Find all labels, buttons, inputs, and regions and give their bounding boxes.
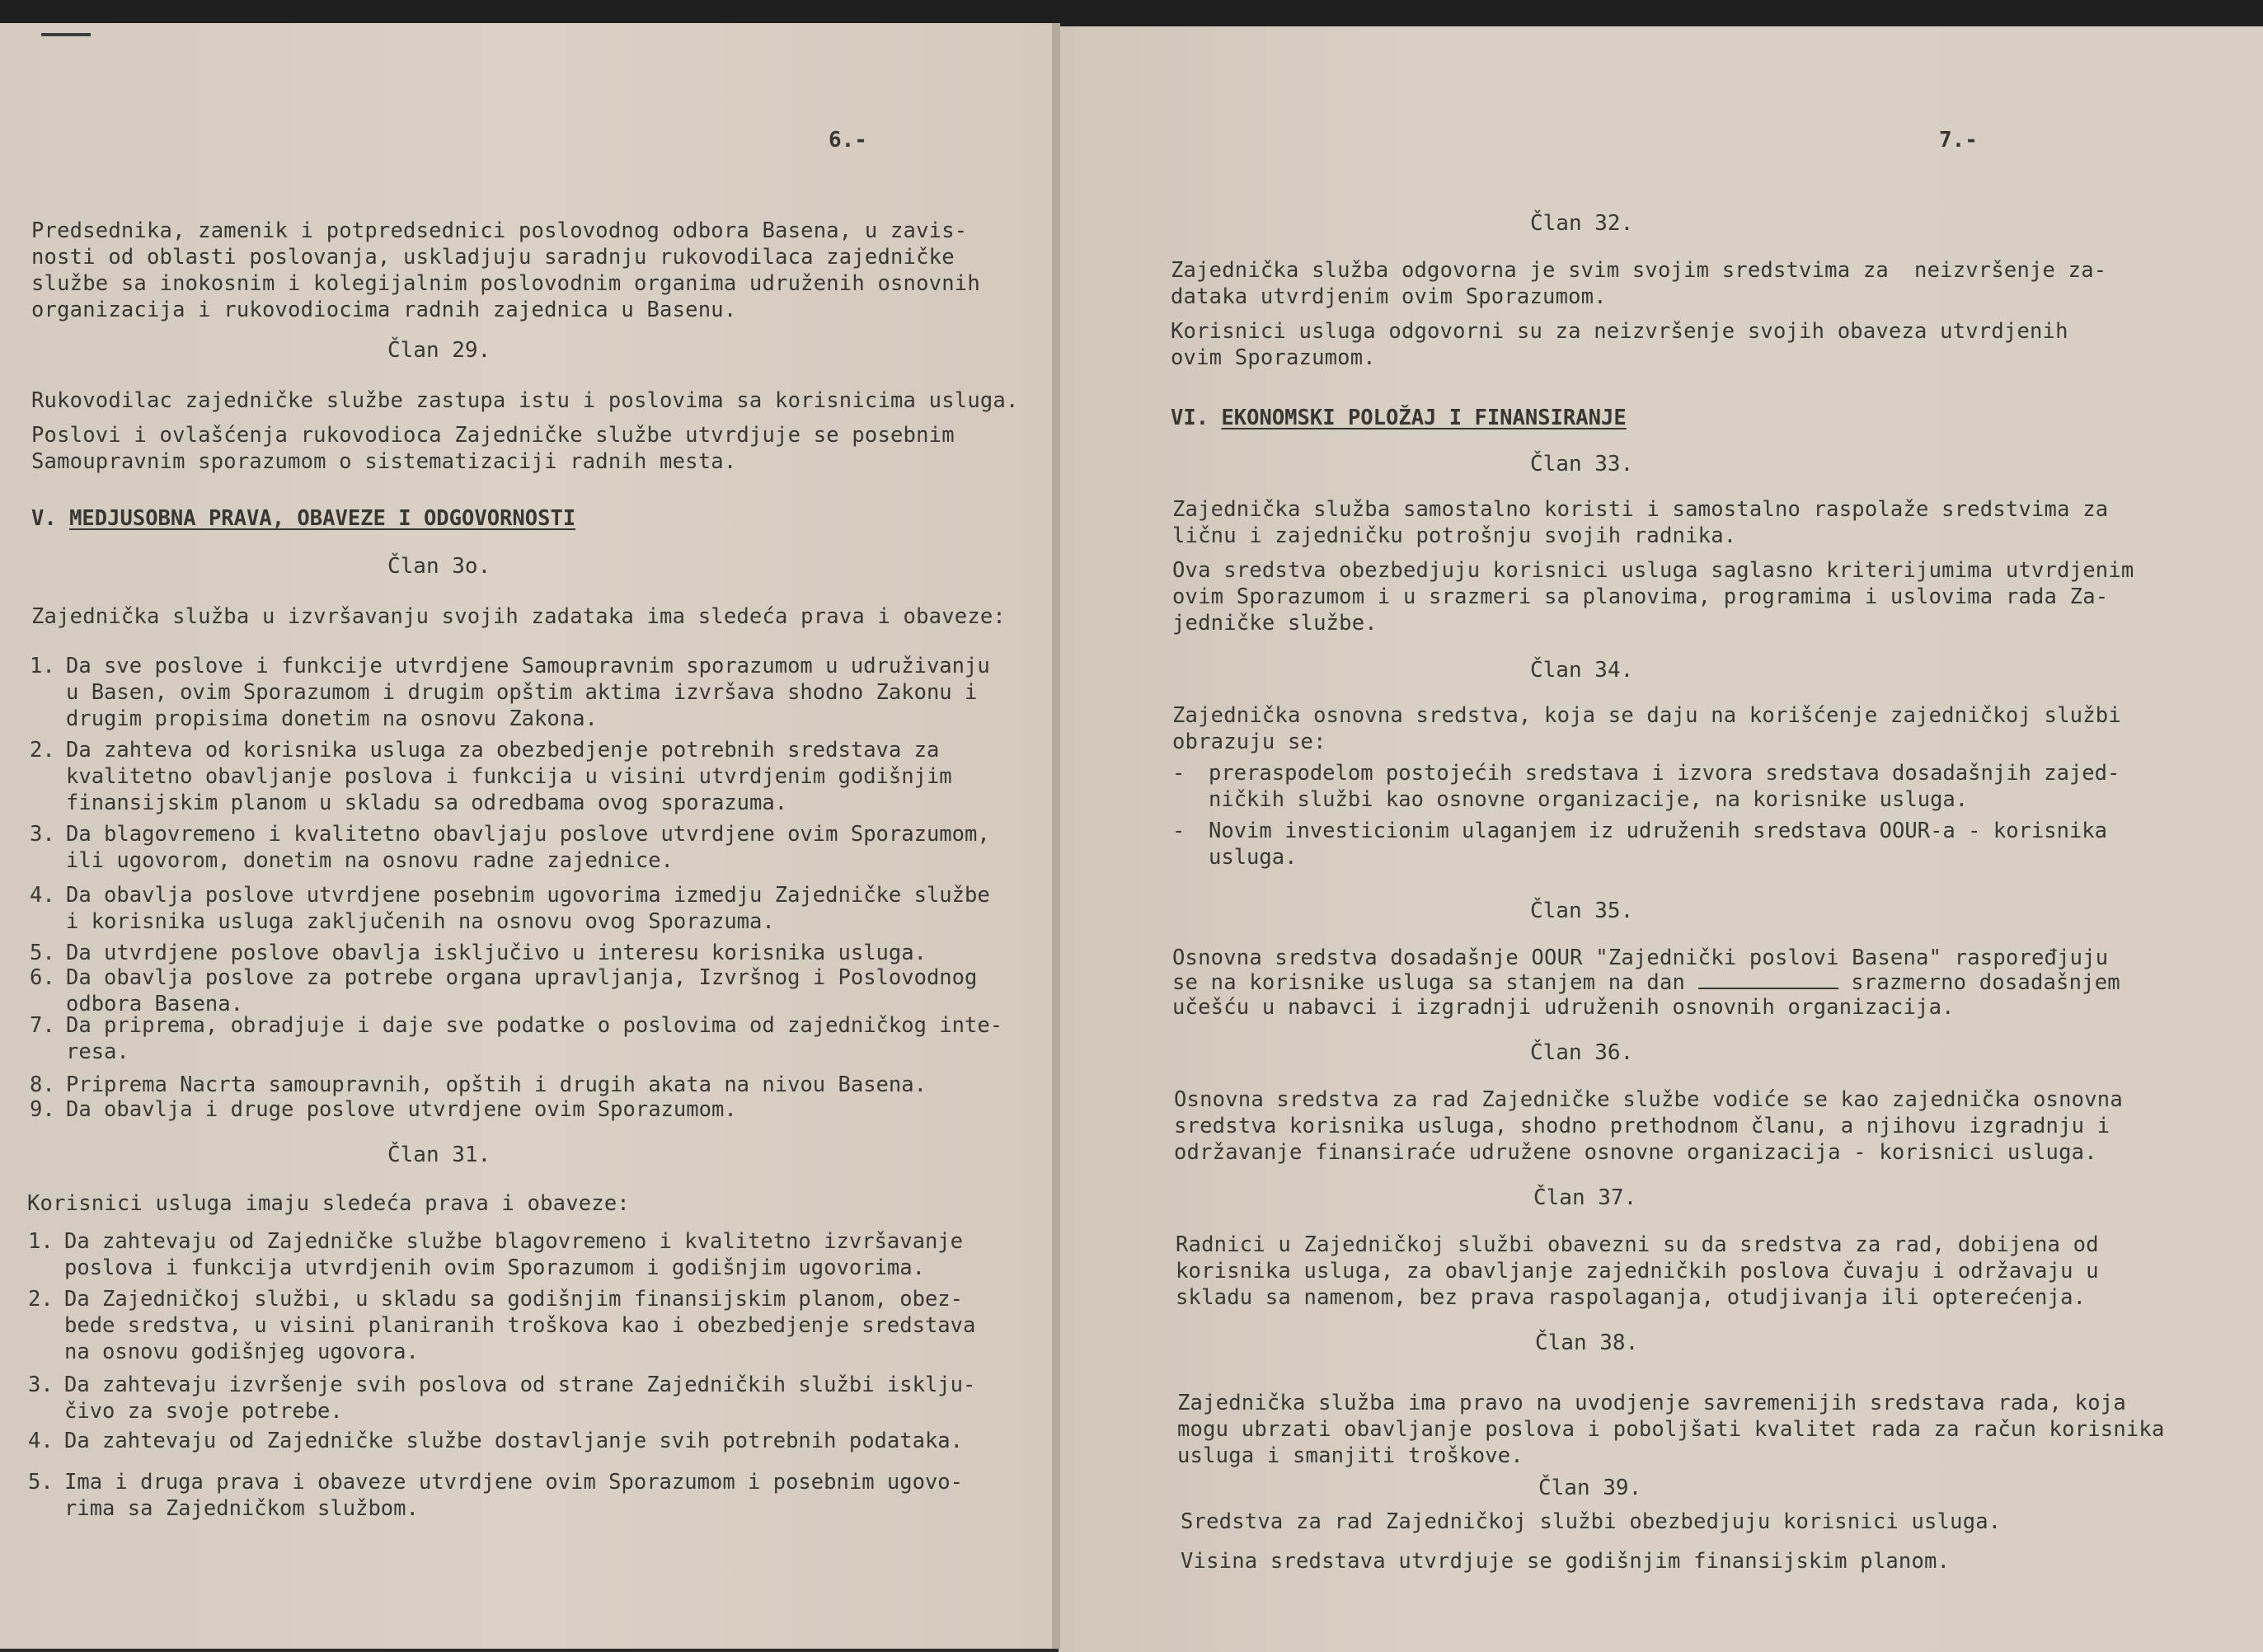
corner-mark — [41, 33, 91, 36]
clan-39-paragraph-2: Visina sredstava utvrdjuje se godišnjim finansijskim planom. — [1181, 1549, 1951, 1574]
list-item — [30, 882, 990, 935]
section-v-number: V. — [31, 506, 57, 531]
list-item-number: 6. — [30, 965, 55, 990]
list-item-number: - — [1172, 761, 1185, 786]
list-item-number: 2. — [30, 738, 55, 763]
list-item-text: Priprema Nacrta samoupravnih, opštih i drugih akata na nivou Basena. — [66, 1072, 927, 1097]
clan-36-paragraph: Osnovna sredstva za rad Zajedničke službe vodiće se kao zajednička osnovna sredstva korisnika usluga, shodno prethodnom članu, a njihovu izgradnju i održavanje finansiraće udružene osnovne organizacija - korisnici usluga. — [1174, 1087, 2123, 1165]
list-item-text: Da obavlja poslove za potrebe organa upravljanja, Izvršnog i Poslovodnog odbora Basena. — [66, 965, 978, 1016]
list-item-text: Da Zajedničkoj službi, u skladu sa godišnjim finansijskim planom, obez- bede sredstva, u visini planiranih troškova kao i obezbedjenje sredstava na osnovu godišnjeg ugovora. — [64, 1287, 976, 1364]
clan-31-intro: Korisnici usluga imaju sledeća prava i obaveze: — [27, 1191, 630, 1216]
clan-33-paragraph-1: Zajednička služba samostalno koristi i samostalno raspolaže sredstvima za ličnu i zajedničku potrošnju svojih radnika. — [1172, 497, 2109, 548]
clan-35-line-3: učešću u nabavci i izgradnji udruženih osnovnih organizacija. — [1172, 995, 1955, 1020]
list-item — [30, 653, 990, 732]
clan-30-intro: Zajednička služba u izvršavanju svojih zadataka ima sledeća prava i obaveze: — [31, 604, 1006, 629]
clan-35-title: Član 35. — [1530, 899, 1634, 923]
list-item-text: Da priprema, obradjuje i daje sve podatke o poslovima od zajedničkog inte- resa. — [66, 1013, 1003, 1064]
clan-39-paragraph-1: Sredstva za rad Zajedničkoj službi obezbedjuju korisnici usluga. — [1181, 1509, 2002, 1534]
list-item-text: Novim investicionim ulaganjem iz udruženih sredstava OOUR-a - korisnika usluga. — [1209, 819, 2108, 870]
section-v-title: MEDJUSOBNA PRAVA, OBAVEZE I ODGOVORNOSTI — [69, 506, 576, 531]
clan-38-paragraph: Zajednička služba ima pravo na uvodjenje savremenijih sredstava rada, koja mogu ubrzati obavljanje poslova i poboljšati kvalitet rada za račun korisnika usluga i smanjiti troškove. — [1177, 1391, 2165, 1468]
clan-34-intro: Zajednička osnovna sredstva, koja se daju na korišćenje zajedničkoj službi obrazuju se: — [1172, 703, 2121, 754]
list-item-number: 4. — [30, 883, 55, 908]
clan-37-paragraph: Radnici u Zajedničkoj službi obavezni su da sredstva za rad, dobijena od korisnika usluga, za obavljanje zajedničkih poslova čuvaju i održavaju u skladu sa namenom, bez prava raspolaganja, otudjivanja ili opterećenja. — [1176, 1232, 2099, 1310]
list-item-number: 5. — [30, 941, 55, 965]
clan-35-line-1: Osnovna sredstva dosadašnje OOUR "Zajednički poslovi Basena" raspoređjuju — [1172, 946, 2109, 970]
list-item-number: 1. — [30, 654, 55, 678]
clan-35-line-2-end: srazmerno dosadašnjem — [1851, 970, 2120, 995]
list-item-number: 3. — [30, 822, 55, 847]
list-item — [30, 1012, 1002, 1065]
list-item-text: preraspodelom postojećih sredstava i izvora sredstava dosadašnjih zajed- ničkih službi kao osnovne organizacije, na korisnike usluga. — [1209, 761, 2120, 812]
list-item — [30, 1072, 927, 1098]
list-item-number: 3. — [28, 1373, 54, 1397]
clan-29-paragraph-2: Poslovi i ovlašćenja rukovodioca Zajedničke službe utvrdjuje se posebnim Samoupravnim sporazumom o sistematizaciji radnih mesta. — [31, 423, 955, 474]
page-number-right: 7.- — [1939, 128, 1978, 153]
list-item-text: Da zahtevaju izvršenje svih poslova od strane Zajedničkih službi isklju- čivo za svoje potrebe. — [64, 1373, 976, 1424]
list-item-number: 1. — [28, 1229, 54, 1254]
list-item-number: 5. — [28, 1470, 54, 1495]
clan-30-title: Član 3o. — [387, 554, 491, 579]
list-item-text: Da sve poslove i funkcije utvrdjene Samoupravnim sporazumom u udruživanju u Basen, ovim Sporazumom i drugim opštim aktima izvršava shodno Zakonu i drugim propisima donetim na osnovu Zakona. — [66, 654, 990, 731]
clan-37-title: Član 37. — [1533, 1185, 1637, 1210]
clan-31-title: Član 31. — [387, 1143, 491, 1167]
list-item-text: Ima i druga prava i obaveze utvrdjene ovim Sporazumom i posebnim ugovo- rima sa Zajedničkom službom. — [64, 1470, 964, 1521]
clan-35-line-2-start: se na korisnike usluga sa stanjem na dan — [1172, 970, 1686, 995]
clan-36-title: Član 36. — [1530, 1040, 1634, 1065]
list-item — [30, 940, 927, 966]
list-item-text: Da zahtevaju od Zajedničke službe blagovremeno i kvalitetno izvršavanje poslova i funkcija utvrdjenih ovim Sporazumom i godišnjim ugovorima. — [64, 1229, 964, 1280]
clan-32-paragraph-2: Korisnici usluga odgovorni su za neizvršenje svojih obaveza utvrdjenih ovim Sporazumom. — [1171, 319, 2068, 370]
list-item-number: 9. — [30, 1097, 55, 1122]
list-item-number: 7. — [30, 1013, 55, 1038]
list-item — [28, 1286, 975, 1365]
list-item-text: Da obavlja poslove utvrdjene posebnim ugovorima izmedju Zajedničke službe i korisnika usluga zaključenih na osnovu ovog Sporazuma. — [66, 883, 990, 934]
list-item — [30, 964, 977, 1017]
list-item — [28, 1469, 963, 1522]
list-item — [30, 821, 990, 874]
intro-paragraph: Predsednika, zamenik i potpredsednici poslovodnog odbora Basena, u zavis- nosti od oblasti poslovanja, uskladjuju saradnju rukovodilaca zajedničke službe sa inokosnim i kolegijalnim poslovodnim organima udruženih osnovnih organizacija i rukovodiocima radnih zajednica u Basenu. — [31, 218, 980, 322]
section-vi-number: VI. — [1171, 406, 1209, 430]
list-item-text: Da zahteva od korisnika usluga za obezbedjenje potrebnih sredstava za kvalitetno obavljanje poslova i funkcija u visini utvrdjenim godišnjim finansijskim planom u skladu sa odredbama ovog sporazuma. — [66, 738, 952, 815]
list-item-number: - — [1172, 819, 1185, 843]
list-item-text: Da obavlja i druge poslove utvrdjene ovim Sporazumom. — [66, 1097, 737, 1122]
list-item — [1172, 818, 2107, 871]
list-item-text: Da utvrdjene poslove obavlja isključivo u interesu korisnika usluga. — [66, 941, 927, 965]
list-item — [30, 737, 952, 816]
clan-29-paragraph-1: Rukovodilac zajedničke službe zastupa istu i poslovima sa korisnicima usluga. — [31, 388, 1019, 413]
clan-33-title: Član 33. — [1530, 452, 1634, 476]
list-item — [28, 1228, 963, 1281]
list-item — [1172, 760, 2120, 813]
clan-32-paragraph-1: Zajednička služba odgovorna je svim svojim sredstvima za neizvršenje za- dataka utvrdjenim ovim Sporazumom. — [1171, 258, 2107, 309]
list-item-text: Da blagovremeno i kvalitetno obavljaju poslove utvrdjene ovim Sporazumom, ili ugovorom, donetim na osnovu radne zajednice. — [66, 822, 990, 873]
page-gutter — [1052, 23, 1060, 1649]
section-vi-title: EKONOMSKI POLOŽAJ I FINANSIRANJE — [1221, 406, 1627, 430]
clan-29-title: Član 29. — [387, 338, 491, 363]
section-v-heading — [31, 506, 575, 531]
clan-34-title: Član 34. — [1530, 658, 1634, 683]
clan-38-title: Član 38. — [1535, 1331, 1639, 1355]
list-item-number: 2. — [28, 1287, 54, 1312]
date-blank-line — [1698, 971, 1838, 989]
page-number-left: 6.- — [829, 128, 867, 153]
clan-33-paragraph-2: Ova sredstva obezbedjuju korisnici usluga saglasno kriterijumima utvrdjenim ovim Sporazumom i u srazmeri sa planovima, programima i uslovima rada Za- jedničke službe. — [1172, 558, 2134, 636]
list-item-number: 8. — [30, 1072, 55, 1097]
clan-39-title: Član 39. — [1538, 1476, 1642, 1500]
list-item — [28, 1372, 975, 1424]
list-item — [28, 1428, 963, 1454]
list-item-text: Da zahtevaju od Zajedničke službe dostavljanje svih potrebnih podataka. — [64, 1429, 964, 1453]
list-item — [30, 1096, 737, 1123]
list-item-number: 4. — [28, 1429, 54, 1453]
section-vi-heading — [1171, 406, 1627, 430]
clan-32-title: Član 32. — [1530, 211, 1634, 236]
clan-35-line-2 — [1172, 969, 2120, 996]
